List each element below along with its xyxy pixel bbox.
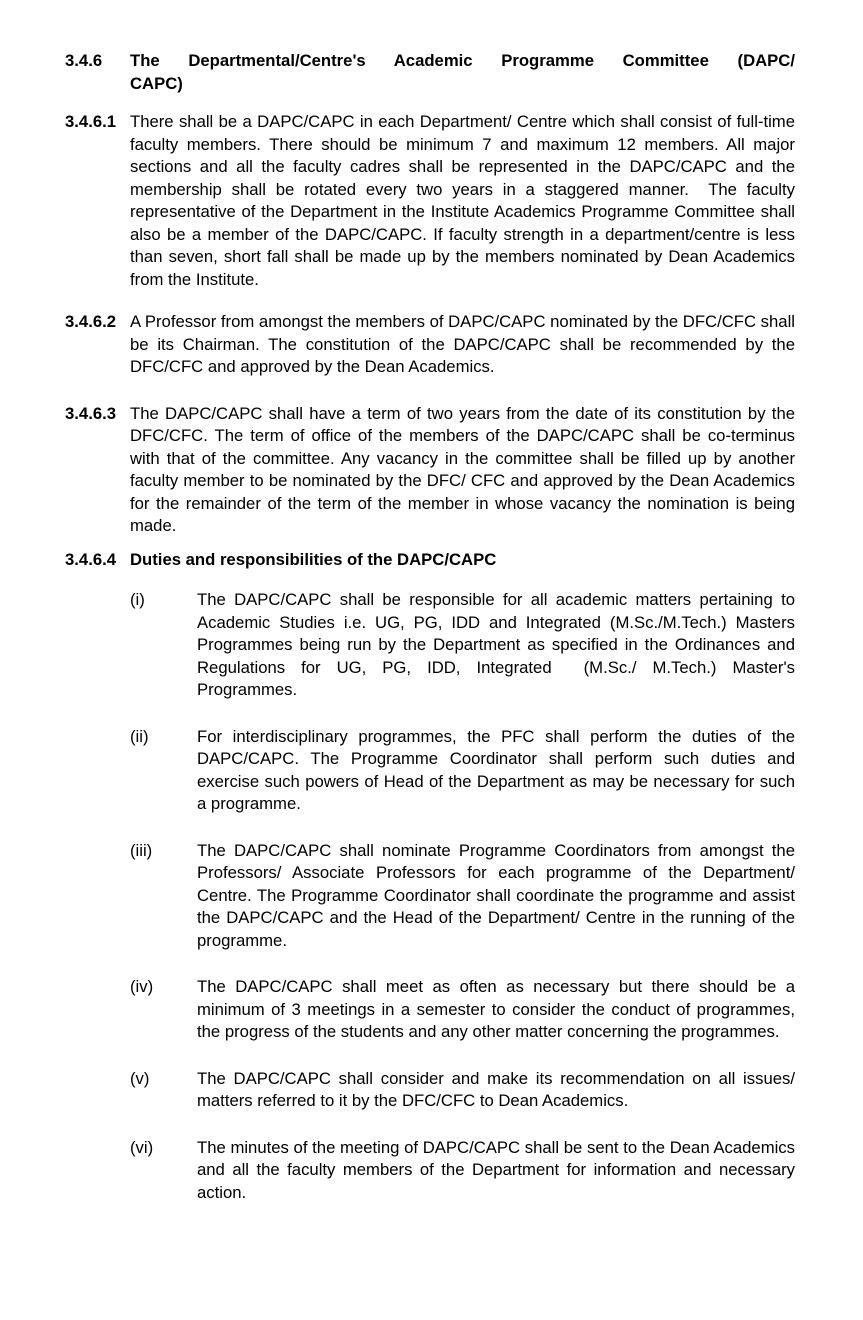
list-item-text: The DAPC/CAPC shall be responsible for all academic matters pertaining to Academic Studies i.e. UG, PG, IDD and Integrated (M.Sc./M.Tech.) Masters Programmes being run by the Department as specified in the Ordinances and Regulations for UG, PG, IDD, Integrated (M.Sc./ M.Tech.) Master's Programmes. (197, 590, 800, 699)
section-paragraph: A Professor from amongst the members of DAPC/CAPC nominated by the DFC/CFC shall be its Chairman. The constitution of the DAPC/CAPC shall be recommended by the DFC/CFC and approved by the Dean Academics. (130, 312, 800, 376)
section-heading (130, 50, 795, 95)
list-item-marker: (ii) (130, 726, 149, 746)
section-heading: Duties and responsibilities of the DAPC/CAPC (130, 549, 497, 569)
section-3-4-6-4 (65, 549, 795, 572)
section-heading-line-1: The Departmental/Centre's Academic Programme Committee (DAPC/ (130, 51, 795, 70)
list-item-text: The DAPC/CAPC shall consider and make its recommendation on all issues/ matters referred to it by the DFC/CFC to Dean Academics. (197, 1068, 800, 1110)
list-item (130, 1068, 800, 1113)
list-item (130, 976, 800, 1044)
section-paragraph: The DAPC/CAPC shall have a term of two years from the date of its constitution by the DFC/CFC. The term of office of the members of the DAPC/CAPC shall be co-terminus with that of the committee. Any vacancy in the committee shall be filled up by another faculty member to be nominated by the DFC/ CFC and approved by the Dean Academics for the remainder of the term of the member in whose vacancy the nomination is being made. (130, 403, 800, 535)
list-item-text: For interdisciplinary programmes, the PFC shall perform the duties of the DAPC/CAPC. The Programme Coordinator shall perform such duties and exercise such powers of Head of the Department as may be necessary for such a programme. (197, 726, 800, 813)
duties-list (130, 589, 800, 1204)
section-number: 3.4.6.2 (65, 312, 117, 331)
list-item-marker: (iii) (130, 840, 153, 860)
section-3-4-6-3 (65, 403, 800, 538)
list-item-text: The minutes of the meeting of DAPC/CAPC shall be sent to the Dean Academics and all the faculty members of the Department for information and necessary action. (197, 1137, 800, 1202)
section-paragraph: There shall be a DAPC/CAPC in each Department/ Centre which shall consist of full-time faculty members. There should be minimum 7 and maximum 12 members. All major sections and all the faculty cadres shall be represented in the DAPC/CAPC and the membership shall be rotated every two years in a staggered manner. The faculty representative of the Department in the Institute Academics Programme Committee shall also be a member of the DAPC/CAPC. If faculty strength in a department/centre is less than seven, short fall shall be made up by the members nominated by Dean Academics from the Institute. (130, 112, 800, 289)
section-3-4-6 (65, 50, 795, 95)
section-3-4-6-2 (65, 311, 800, 379)
list-item (130, 726, 800, 816)
section-number: 3.4.6.4 (65, 549, 117, 569)
list-item-marker: (iv) (130, 977, 154, 996)
section-3-4-6-1 (65, 111, 800, 291)
section-number: 3.4.6.3 (65, 403, 117, 423)
list-item (130, 589, 800, 702)
list-item (130, 840, 800, 953)
section-number: 3.4.6.1 (65, 112, 117, 131)
section-number: 3.4.6 (65, 51, 103, 70)
list-item-text: The DAPC/CAPC shall meet as often as necessary but there should be a minimum of 3 meetings in a semester to consider the conduct of programmes, the progress of the students and any other matter concerning the programmes. (197, 977, 800, 1041)
list-item-text: The DAPC/CAPC shall nominate Programme Coordinators from amongst the Professors/ Associate Professors for each programme of the Department/ Centre. The Programme Coordinator shall coordinate the programme and assist the DAPC/CAPC and the Head of the Department/ Centre in the running of the programme. (197, 840, 800, 950)
list-item (130, 1137, 800, 1205)
section-heading-line-2: CAPC) (130, 73, 183, 93)
list-item-marker: (i) (130, 590, 145, 609)
list-item-marker: (v) (130, 1068, 150, 1088)
list-item-marker: (vi) (130, 1137, 154, 1157)
